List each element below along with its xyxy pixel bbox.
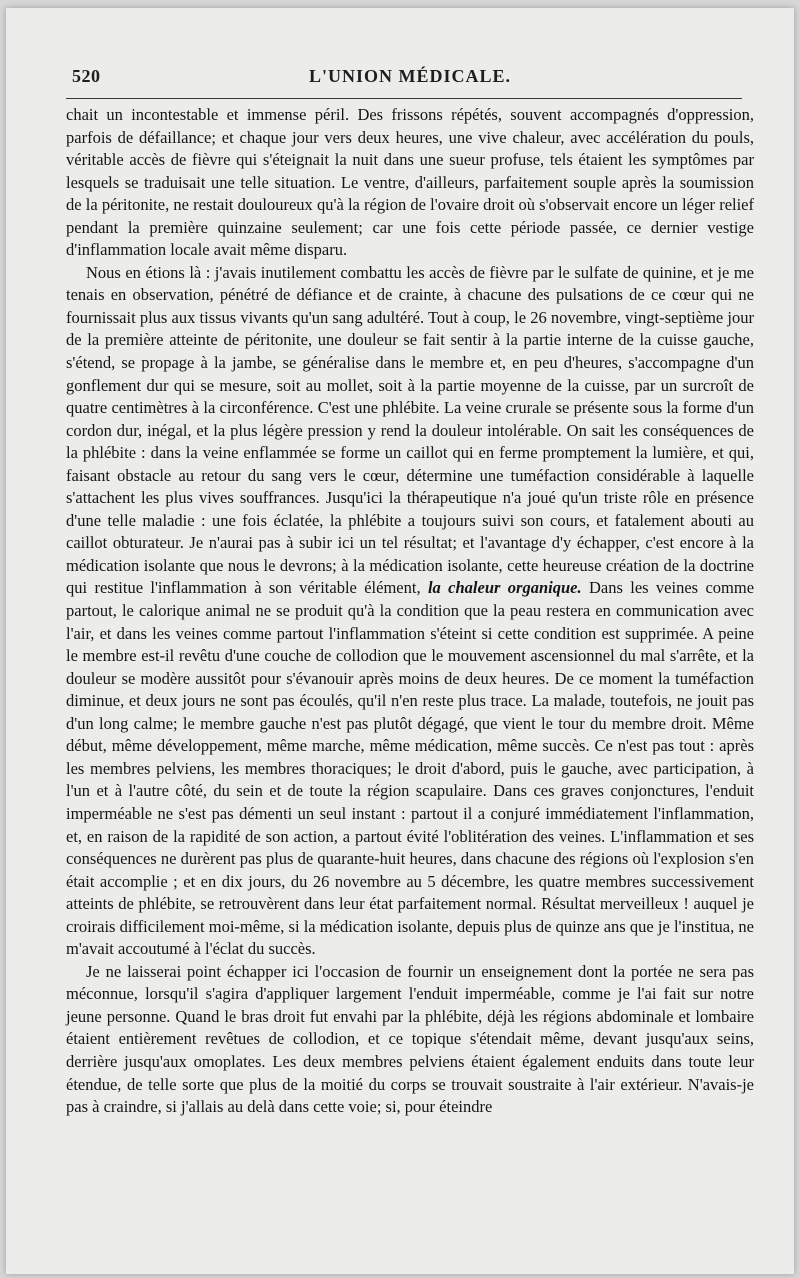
paragraph-phlebite-part-2: Dans les veines comme partout, le calorique animal ne se produit qu'à la condition que la peau restera en communication avec l'air, et dans les veines comme partout l'inflammation s'éteint si cette condition est supprimée. A peine le membre est-il revêtu d'une couche de collodion que le mouvement ascensionnel du mal s'arrête, et la douleur se modère aussitôt pour s'évanouir après moins de deux heures. De ce moment la tuméfaction diminue, et deux jours ne sont pas écoulés, qu'il n'en reste plus trace. La malade, toutefois, ne jouit pas d'un long calme; le membre gauche n'est pas plutôt dégagé, que vient le tour du membre droit. Même début, même développement, même marche, même médication, même succès. Ce n'est pas tout : après les membres pelviens, les membres thoraciques; le droit d'abord, puis le gauche, avec participation, à l'un et à l'autre côté, du sein et de toute la région scapulaire. Dans ces graves conjonctures, l'enduit imperméable ne s'est pas démenti un seul instant : partout il a conjuré immédiatement l'inflammation, et, en raison de la rapidité de son action, a partout évité l'oblitération des veines. L'inflammation et ses conséquences ne durèrent pas plus de quarante-huit heures, dans chacune des régions où l'explosion s'en était accomplie ; et en dix jours, du 26 novembre au 5 décembre, les quatre membres successivement atteints de phlébite, se retrouvèrent dans leur état parfaitement normal. Résultat merveilleux ! auquel je croirais difficilement moi-même, si la médication isolante, depuis plus de quinze ans que je l'institua, ne m'avait accoutumé à l'éclat du succès. <box>66 578 755 959</box>
paragraph-phlebite <box>66 262 754 961</box>
paragraph-phlebite-part-1: Nous en étions là : j'avais inutilement combattu les accès de fièvre par le sulfate de quinine, et je me tenais en observation, pénétré de défiance et de crainte, à chacune des pulsations de ce cœur qui ne fournissait plus aux tissus vivants qu'un sang adultéré. Tout à coup, le 26 novembre, vingt-septième jour de la première atteinte de péritonite, une douleur se fait sentir à la partie interne de la cuisse gauche, s'étend, se propage à la jambe, se généralise dans le membre et, en peu d'heures, s'accompagne d'un gonflement dur qui se mesure, soit au mollet, soit à la partie moyenne de la cuisse, par un surcroît de quatre centimètres à la circonférence. C'est une phlébite. La veine crurale se présente sous la forme d'un cordon dur, inégal, et la plus légère pression y rend la douleur intolérable. On sait les conséquences de la phlébite : dans la veine enflammée se forme un caillot qui en ferme promptement la lumière, et qui, faisant obstacle au retour du sang vers le cœur, détermine une tuméfaction considérable à laquelle s'attachent les plus vives souffrances. Jusqu'ici la thérapeutique n'a joué qu'un triste rôle en présence d'une telle maladie : une fois éclatée, la phlébite a toujours suivi son cours, et fatalement abouti au caillot obturateur. Je n'aurai pas à subir ici un tel résultat; et l'avantage d'y échapper, c'est encore à la médication isolante que nous le devrons; à la médication isolante, cette heureuse création de la doctrine qui restitue l'inflammation à son véritable élément, <box>66 262 754 598</box>
page-number: 520 <box>72 66 101 86</box>
paragraph-enseignement: Je ne laisserai point échapper ici l'occasion de fournir un enseignement dont la portée ne sera pas méconnue, lorsqu'il s'agira d'appliquer largement l'enduit imperméable, comme je l'ai fait sur notre jeune personne. Quand le bras droit fut envahi par la phlébite, déjà les régions abdominale et lombaire étaient entièrement revêtues de collodion, et ce topique s'étendait même, devant jusqu'aux seins, derrière jusqu'aux omoplates. Les deux membres pelviens étaient également enduits dans toute leur étendue, de telle sorte que plus de la moitié du corps se trouvait soustraite à l'air extérieur. N'avais-je pas à craindre, si j'allais au delà dans cette voie; si, pour éteindre <box>66 961 754 1117</box>
page-header <box>72 66 748 94</box>
paragraph-continuation: chait un incontestable et immense péril. Des frissons répétés, souvent accompagnés d'oppression, parfois de défaillance; et chaque jour vers deux heures, une vive chaleur, avec accélération du pouls, véritable accès de fièvre qui s'éteignait la nuit dans une sueur profuse, tels étaient les symptômes par lesquels se traduisait une telle situation. Le ventre, d'ailleurs, parfaitement souple après la soumission de la péritonite, ne restait douloureux qu'à la région de l'ovaire droit où s'observait encore un léger relief pendant la première quinzaine seulement; car une fois cette période passée, ce dernier vestige d'inflammation locale avait même disparu. <box>66 105 754 260</box>
emphasis-chaleur-organique: la chaleur organique. <box>427 578 582 598</box>
running-title: L'UNION MÉDICALE. <box>308 66 512 86</box>
body-text <box>66 104 754 1119</box>
header-rule <box>66 98 742 99</box>
